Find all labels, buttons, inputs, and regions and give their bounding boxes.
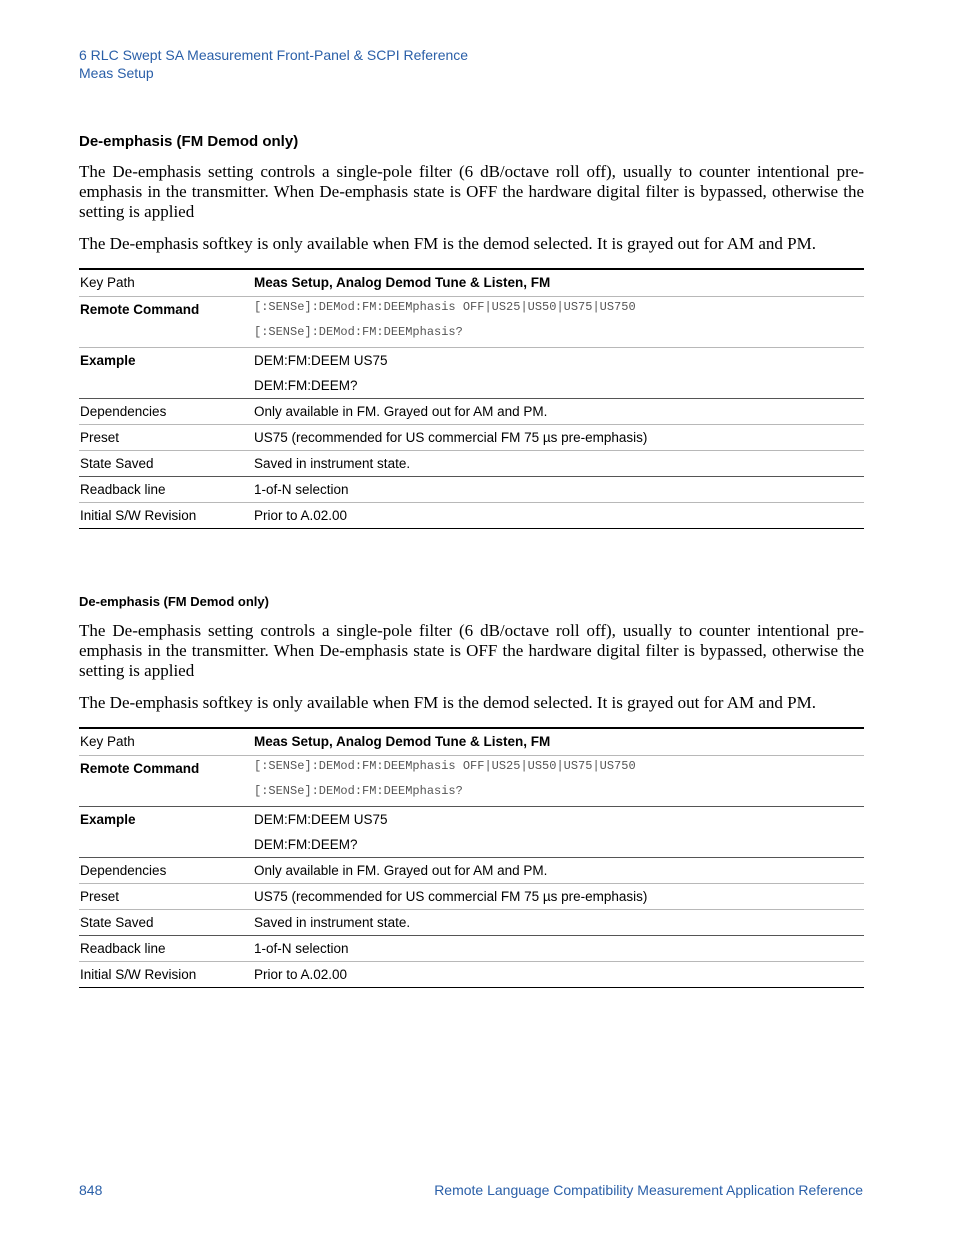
remote-command-set: [:SENSe]:DEMod:FM:DEEMphasis OFF|US25|US50|US75|US750 xyxy=(254,759,636,773)
row-label: State Saved xyxy=(80,915,154,930)
paragraph: The De-emphasis setting controls a single-pole filter (6 dB/octave roll off), usually to counter intentional pre-emphasis in the transmitter. When De-emphasis state is OFF the hardware digital filter is bypassed, otherwise the setting is applied xyxy=(79,621,864,680)
row-label: Dependencies xyxy=(80,863,167,878)
row-label: Key Path xyxy=(80,734,135,749)
row-label: Readback line xyxy=(80,482,166,497)
row-label: State Saved xyxy=(80,456,154,471)
book-title: Remote Language Compatibility Measurement Application Reference xyxy=(434,1182,863,1198)
row-value: US75 (recommended for US commercial FM 75 µs pre-emphasis) xyxy=(254,889,648,904)
row-value: 1-of-N selection xyxy=(254,482,349,497)
example-line: DEM:FM:DEEM US75 xyxy=(254,812,388,827)
table-row-dependencies xyxy=(79,399,864,425)
table-row-key-path xyxy=(79,269,864,297)
paragraph: The De-emphasis softkey is only available when FM is the demod selected. It is grayed out for AM and PM. xyxy=(79,234,816,253)
remote-command-query: [:SENSe]:DEMod:FM:DEEMphasis? xyxy=(254,784,463,798)
section-heading: De-emphasis (FM Demod only) xyxy=(79,133,299,150)
row-label: Preset xyxy=(80,889,120,904)
table-row-remote-command xyxy=(79,297,864,348)
paragraph: The De-emphasis setting controls a single-pole filter (6 dB/octave roll off), usually to counter intentional pre-emphasis in the transmitter. When De-emphasis state is OFF the hardware digital filter is bypassed, otherwise the setting is applied xyxy=(79,162,864,221)
table-row-preset xyxy=(79,884,864,910)
section-heading: De-emphasis (FM Demod only) xyxy=(79,594,269,609)
table-row-key-path xyxy=(79,728,864,756)
remote-command-query: [:SENSe]:DEMod:FM:DEEMphasis? xyxy=(254,325,463,339)
deemphasis-section-2 xyxy=(79,593,864,988)
row-value: 1-of-N selection xyxy=(254,941,349,956)
row-label: Example xyxy=(80,812,136,827)
row-value: Prior to A.02.00 xyxy=(254,967,348,982)
table-row-remote-command xyxy=(79,756,864,807)
remote-command-set: [:SENSe]:DEMod:FM:DEEMphasis OFF|US25|US50|US75|US750 xyxy=(254,300,636,314)
page-number: 848 xyxy=(79,1182,103,1198)
table-row-readback xyxy=(79,477,864,503)
table-row-preset xyxy=(79,425,864,451)
row-label: Dependencies xyxy=(80,404,167,419)
table-row-dependencies xyxy=(79,858,864,884)
row-value: US75 (recommended for US commercial FM 75 µs pre-emphasis) xyxy=(254,430,648,445)
section-title: Meas Setup xyxy=(79,65,154,81)
row-value: Only available in FM. Grayed out for AM and PM. xyxy=(254,863,548,878)
chapter-title: 6 RLC Swept SA Measurement Front-Panel & SCPI Reference xyxy=(79,47,469,63)
table-row-readback xyxy=(79,936,864,962)
table-row-revision xyxy=(79,962,864,988)
table-row-example xyxy=(79,348,864,399)
row-label: Readback line xyxy=(80,941,166,956)
example-line: DEM:FM:DEEM? xyxy=(254,837,358,852)
spec-table xyxy=(79,268,864,529)
row-value: Prior to A.02.00 xyxy=(254,508,348,523)
example-line: DEM:FM:DEEM? xyxy=(254,378,358,393)
row-label: Remote Command xyxy=(80,761,200,776)
row-value: Meas Setup, Analog Demod Tune & Listen, FM xyxy=(254,734,551,749)
table-row-revision xyxy=(79,503,864,529)
table-row-example xyxy=(79,807,864,858)
row-label: Key Path xyxy=(80,275,135,290)
example-line: DEM:FM:DEEM US75 xyxy=(254,353,388,368)
row-label: Remote Command xyxy=(80,302,200,317)
spec-table xyxy=(79,727,864,988)
table-row-state-saved xyxy=(79,451,864,477)
row-value: Saved in instrument state. xyxy=(254,456,411,471)
row-value: Saved in instrument state. xyxy=(254,915,411,930)
row-label: Preset xyxy=(80,430,120,445)
row-label: Example xyxy=(80,353,136,368)
row-value: Only available in FM. Grayed out for AM and PM. xyxy=(254,404,548,419)
row-label: Initial S/W Revision xyxy=(80,508,197,523)
row-label: Initial S/W Revision xyxy=(80,967,197,982)
table-row-state-saved xyxy=(79,910,864,936)
row-value: Meas Setup, Analog Demod Tune & Listen, FM xyxy=(254,275,551,290)
running-header xyxy=(79,46,468,82)
deemphasis-section-1 xyxy=(79,132,864,529)
paragraph: The De-emphasis softkey is only available when FM is the demod selected. It is grayed out for AM and PM. xyxy=(79,693,816,712)
